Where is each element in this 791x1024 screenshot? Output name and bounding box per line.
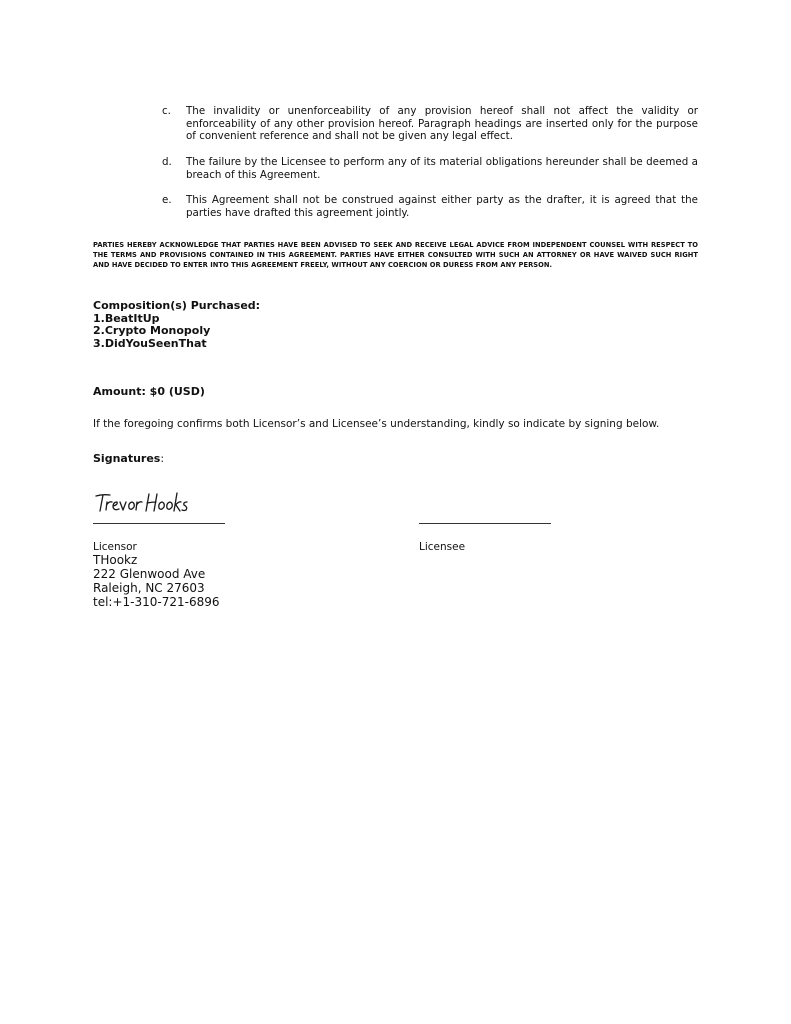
signatures-heading-label: Signatures xyxy=(93,452,161,465)
clause-letter: c. xyxy=(162,105,171,117)
composition-item: 3.DidYouSeenThat xyxy=(93,337,207,351)
amount: Amount: $0 (USD) xyxy=(93,385,205,398)
compositions-heading: Composition(s) Purchased: xyxy=(93,299,261,312)
licensor-phone: tel:+1-310-721-6896 xyxy=(93,595,220,609)
clause-c xyxy=(162,105,698,143)
confirmation-text: If the foregoing confirms both Licensor’s and Licensee’s understanding, kindly so indicate by signing below. xyxy=(93,418,660,430)
licensor-street: 222 Glenwood Ave xyxy=(93,567,206,581)
clause-letter: d. xyxy=(162,156,172,168)
compositions-block xyxy=(93,300,260,351)
clause-text: The invalidity or unenforceability of any provision hereof shall not affect the validity or enforceability of any other provision hereof. Paragraph headings are inserted only for the purpose of convenient reference and shall not be given any legal effect. xyxy=(186,105,698,143)
signatures-heading-colon: : xyxy=(160,452,165,465)
clause-letter: e. xyxy=(162,194,172,206)
composition-item: 2.Crypto Monopoly xyxy=(93,324,211,338)
clause-text: The failure by the Licensee to perform any of its material obligations hereunder shall be deemed a breach of this Agreement. xyxy=(186,156,698,181)
licensor-city: Raleigh, NC 27603 xyxy=(93,581,205,595)
clause-text: This Agreement shall not be construed against either party as the drafter, it is agreed that the parties have drafted this agreement jointly. xyxy=(186,194,698,219)
licensee-label: Licensee xyxy=(419,541,466,553)
licensor-signature xyxy=(94,488,194,518)
signatures-heading xyxy=(93,452,164,465)
licensee-signature-line xyxy=(419,523,551,524)
licensor-label: Licensor xyxy=(93,541,137,553)
clause-e xyxy=(162,194,698,219)
licensor-signature-line xyxy=(93,523,225,524)
clause-d xyxy=(162,156,698,181)
legal-advice-acknowledgement: PARTIES HEREBY ACKNOWLEDGE THAT PARTIES HAVE BEEN ADVISED TO SEEK AND RECEIVE LEGAL ADVICE FROM INDEPENDENT COUNSEL WITH RESPECT TO THE TERMS AND PROVISIONS CONTAINED IN THIS AGREEMENT. PARTIES HAVE EITHER CONSULTED WITH SUCH AN ATTORNEY OR HAVE WAIVED SUCH RIGHT AND HAVE DECIDED TO ENTER INTO THIS AGREEMENT FREELY, WITHOUT ANY COERCION OR DURESS FROM ANY PERSON. xyxy=(93,241,698,269)
licensor-name: THookz xyxy=(93,553,138,567)
composition-item: 1.BeatItUp xyxy=(93,311,160,325)
licensor-contact-block xyxy=(93,553,220,609)
